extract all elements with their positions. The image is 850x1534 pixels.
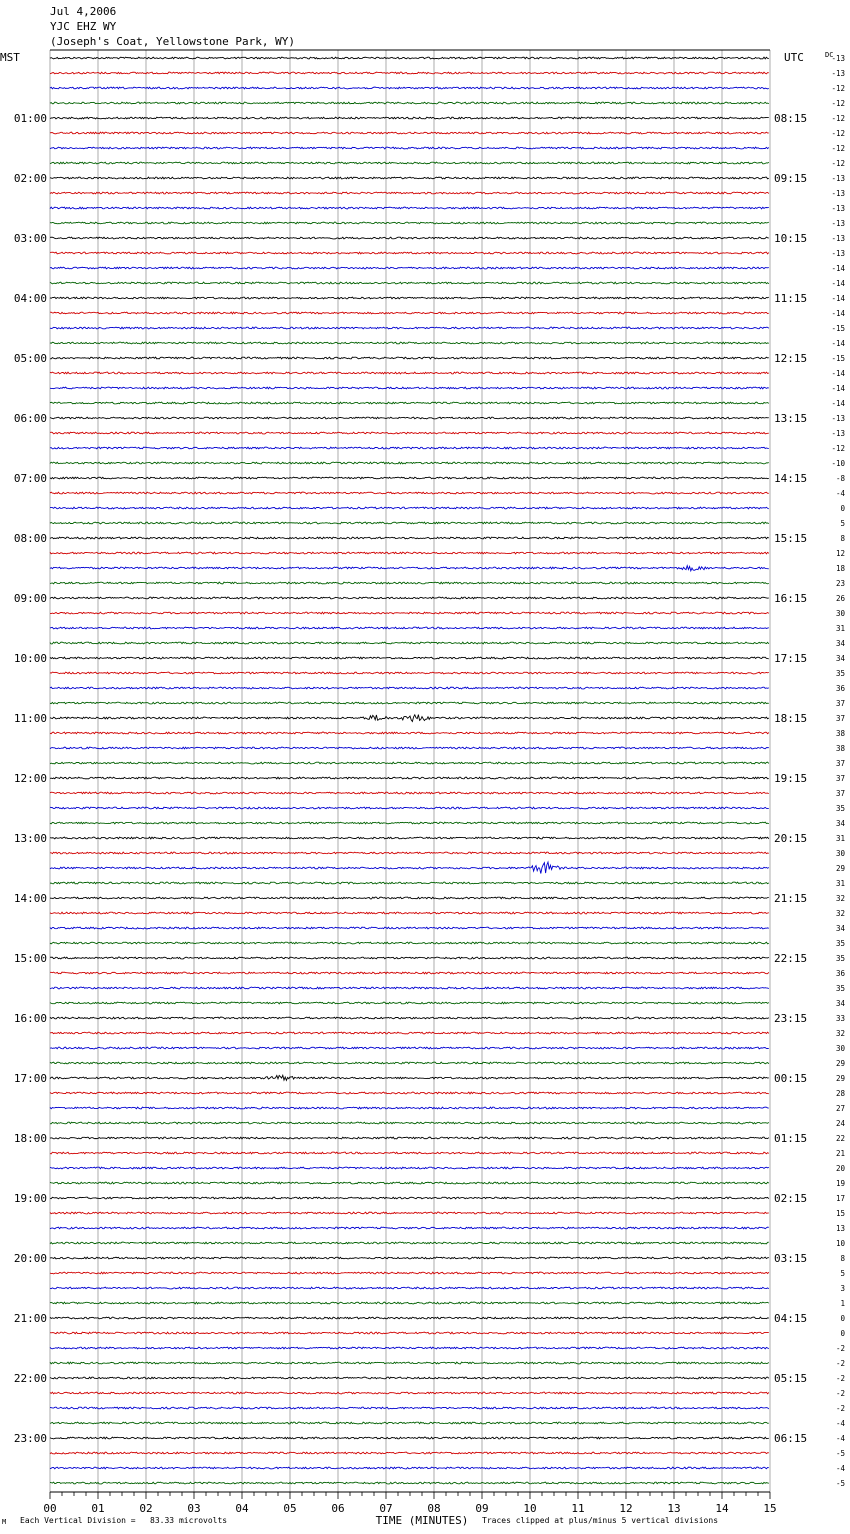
dc-offset-label: 37 <box>835 774 845 783</box>
seismic-trace <box>50 1062 769 1064</box>
seismic-trace <box>50 342 769 344</box>
seismic-trace <box>50 1032 769 1034</box>
dc-offset-label: 36 <box>835 684 845 693</box>
dc-offset-label: 10 <box>835 1239 845 1248</box>
dc-offset-label: -12 <box>831 444 845 453</box>
dc-offset-label: 36 <box>835 969 845 978</box>
utc-hour-label: 10:15 <box>774 232 808 245</box>
x-axis-title: TIME (MINUTES) <box>375 1514 469 1527</box>
dc-offset-label: 37 <box>835 714 845 723</box>
dc-offset-label: 34 <box>835 999 845 1008</box>
mst-hour-label: 23:00 <box>13 1432 47 1445</box>
dc-offset-label: -13 <box>831 414 845 423</box>
dc-offset-label: 37 <box>835 699 845 708</box>
x-tick-label: 04 <box>235 1502 249 1515</box>
dc-column-label: DC <box>825 51 834 59</box>
seismic-trace <box>50 687 769 689</box>
dc-offset-label: -4 <box>835 1419 845 1428</box>
seismic-trace <box>50 627 769 629</box>
dc-offset-label: 34 <box>835 639 845 648</box>
seismic-trace <box>50 672 769 674</box>
seismic-trace <box>50 957 769 959</box>
mst-hour-label: 06:00 <box>13 412 47 425</box>
seismic-trace <box>50 912 769 914</box>
dc-offset-label: 33 <box>835 1014 845 1023</box>
dc-offset-label: 28 <box>835 1089 845 1098</box>
utc-hour-label: 22:15 <box>774 952 808 965</box>
corner-mark: M <box>2 1518 7 1526</box>
seismic-trace <box>50 1152 769 1154</box>
station-code: YJC EHZ WY <box>50 20 117 33</box>
seismic-trace <box>50 537 769 539</box>
seismic-trace <box>50 507 769 509</box>
dc-offset-label: 34 <box>835 654 845 663</box>
x-tick-label: 11 <box>571 1502 585 1515</box>
seismic-trace <box>50 1227 769 1229</box>
utc-hour-label: 19:15 <box>774 772 808 785</box>
dc-offset-label: -13 <box>831 174 845 183</box>
seismic-trace <box>50 987 769 989</box>
dc-offset-label: 22 <box>835 1134 845 1143</box>
seismic-trace <box>50 372 769 374</box>
plot-date: Jul 4,2006 <box>50 5 117 18</box>
seismic-trace <box>50 612 769 614</box>
x-tick-label: 03 <box>187 1502 201 1515</box>
seismic-trace <box>50 597 769 599</box>
seismic-trace <box>50 1107 769 1109</box>
utc-hour-label: 12:15 <box>774 352 808 365</box>
seismic-trace <box>50 237 769 239</box>
dc-offset-label: -5 <box>835 1449 845 1458</box>
seismic-trace <box>50 582 769 584</box>
dc-offset-label: 32 <box>835 1029 845 1038</box>
dc-offset-label: 31 <box>835 834 845 843</box>
seismic-trace <box>50 972 769 974</box>
seismic-trace <box>50 102 769 104</box>
mst-hour-label: 22:00 <box>13 1372 47 1385</box>
seismic-trace <box>50 852 769 854</box>
dc-offset-label: 29 <box>835 1059 845 1068</box>
seismic-trace <box>50 357 769 359</box>
dc-offset-label: 27 <box>835 1104 845 1113</box>
seismic-trace <box>50 1302 769 1304</box>
dc-offset-label: -13 <box>831 234 845 243</box>
mst-hour-label: 20:00 <box>13 1252 47 1265</box>
x-tick-label: 05 <box>283 1502 297 1515</box>
dc-offset-label: 34 <box>835 819 845 828</box>
dc-offset-label: -14 <box>831 294 845 303</box>
seismic-trace <box>50 702 769 704</box>
utc-hour-label: 18:15 <box>774 712 808 725</box>
dc-offset-label: 12 <box>835 549 845 558</box>
dc-offset-label: -12 <box>831 144 845 153</box>
mst-hour-label: 11:00 <box>13 712 47 725</box>
seismic-trace <box>50 762 769 764</box>
seismic-trace <box>50 1467 769 1469</box>
dc-offset-label: 1 <box>840 1299 845 1308</box>
x-tick-label: 06 <box>331 1502 345 1515</box>
seismic-trace <box>50 1182 769 1184</box>
seismic-trace <box>50 267 769 269</box>
seismic-trace <box>50 642 769 644</box>
dc-offset-label: 30 <box>835 1044 845 1053</box>
seismic-trace <box>50 566 769 571</box>
utc-hour-label: 02:15 <box>774 1192 808 1205</box>
utc-hour-label: 14:15 <box>774 472 808 485</box>
dc-offset-label: 29 <box>835 864 845 873</box>
seismic-trace <box>50 1122 769 1124</box>
seismic-trace <box>50 862 769 873</box>
x-tick-label: 12 <box>619 1502 633 1515</box>
mst-hour-label: 15:00 <box>13 952 47 965</box>
seismic-trace <box>50 1212 769 1214</box>
seismic-trace <box>50 747 769 749</box>
dc-offset-label: 32 <box>835 909 845 918</box>
seismic-trace <box>50 477 769 479</box>
seismic-trace <box>50 1407 769 1409</box>
seismic-trace <box>50 1287 769 1289</box>
seismic-trace <box>50 1377 769 1379</box>
mst-hour-label: 21:00 <box>13 1312 47 1325</box>
seismic-trace <box>50 777 769 779</box>
seismic-trace <box>50 1482 769 1484</box>
seismic-trace <box>50 432 769 434</box>
seismic-trace <box>50 447 769 449</box>
dc-offset-label: -14 <box>831 309 845 318</box>
dc-offset-label: -5 <box>835 1479 845 1488</box>
seismic-trace <box>50 72 769 74</box>
mst-hour-label: 02:00 <box>13 172 47 185</box>
seismic-trace <box>50 192 769 194</box>
x-tick-label: 07 <box>379 1502 393 1515</box>
seismic-trace <box>50 657 769 659</box>
dc-offset-label: 20 <box>835 1164 845 1173</box>
x-tick-label: 00 <box>43 1502 57 1515</box>
dc-offset-label: -14 <box>831 339 845 348</box>
dc-offset-label: 0 <box>840 1329 845 1338</box>
mst-hour-label: 05:00 <box>13 352 47 365</box>
dc-offset-label: 8 <box>840 534 845 543</box>
dc-offset-label: 5 <box>840 519 845 528</box>
seismic-trace <box>50 132 769 134</box>
dc-offset-label: 8 <box>840 1254 845 1263</box>
utc-hour-label: 09:15 <box>774 172 808 185</box>
seismic-trace <box>50 1137 769 1139</box>
dc-offset-label: -15 <box>831 324 845 333</box>
mst-hour-label: 10:00 <box>13 652 47 665</box>
dc-offset-label: 18 <box>835 564 845 573</box>
seismic-trace <box>50 117 769 119</box>
dc-offset-label: -4 <box>835 489 845 498</box>
seismic-trace <box>50 882 769 884</box>
dc-offset-label: 31 <box>835 879 845 888</box>
seismic-trace <box>50 1392 769 1394</box>
seismic-trace <box>50 897 769 899</box>
seismic-trace <box>50 297 769 299</box>
dc-offset-label: -13 <box>831 69 845 78</box>
utc-hour-label: 00:15 <box>774 1072 808 1085</box>
utc-hour-label: 08:15 <box>774 112 808 125</box>
dc-offset-label: 37 <box>835 789 845 798</box>
scale-note: Each Vertical Division = 83.33 microvolts <box>20 1516 228 1525</box>
seismic-trace <box>50 1422 769 1424</box>
dc-offset-label: 35 <box>835 939 845 948</box>
dc-offset-label: 5 <box>840 1269 845 1278</box>
utc-hour-label: 23:15 <box>774 1012 808 1025</box>
utc-hour-label: 11:15 <box>774 292 808 305</box>
x-tick-label: 15 <box>763 1502 777 1515</box>
dc-offset-label: -10 <box>831 459 845 468</box>
mst-hour-label: 08:00 <box>13 532 47 545</box>
dc-offset-label: 26 <box>835 594 845 603</box>
dc-offset-label: 0 <box>840 1314 845 1323</box>
dc-offset-label: 38 <box>835 729 845 738</box>
seismic-trace <box>50 792 769 794</box>
utc-hour-label: 03:15 <box>774 1252 808 1265</box>
dc-offset-label: -2 <box>835 1404 845 1413</box>
dc-offset-label: -12 <box>831 114 845 123</box>
utc-hour-label: 15:15 <box>774 532 808 545</box>
seismic-trace <box>50 1272 769 1274</box>
x-tick-label: 10 <box>523 1502 537 1515</box>
seismic-trace <box>50 1452 769 1454</box>
mst-hour-label: 16:00 <box>13 1012 47 1025</box>
dc-offset-label: -15 <box>831 354 845 363</box>
dc-offset-label: -12 <box>831 99 845 108</box>
dc-offset-label: -2 <box>835 1344 845 1353</box>
utc-hour-label: 17:15 <box>774 652 808 665</box>
seismic-trace <box>50 837 769 839</box>
dc-offset-label: 29 <box>835 1074 845 1083</box>
dc-offset-label: -8 <box>835 474 845 483</box>
clip-note: Traces clipped at plus/minus 5 vertical divisions <box>482 1516 719 1525</box>
utc-hour-label: 21:15 <box>774 892 808 905</box>
seismic-trace <box>50 417 769 419</box>
dc-offset-label: 35 <box>835 984 845 993</box>
seismic-trace <box>50 1242 769 1244</box>
seismic-trace <box>50 807 769 809</box>
seismic-trace <box>50 312 769 314</box>
mst-hour-label: 01:00 <box>13 112 47 125</box>
seismic-trace <box>50 1257 769 1259</box>
dc-offset-label: -12 <box>831 129 845 138</box>
seismic-trace <box>50 87 769 89</box>
mst-zone-label: MST <box>0 51 20 64</box>
dc-offset-label: 38 <box>835 744 845 753</box>
utc-zone-label: UTC <box>784 51 804 64</box>
dc-offset-label: 0 <box>840 504 845 513</box>
dc-offset-label: -14 <box>831 264 845 273</box>
dc-offset-label: -14 <box>831 384 845 393</box>
dc-offset-label: 35 <box>835 669 845 678</box>
seismic-trace <box>50 1092 769 1094</box>
dc-offset-label: -14 <box>831 369 845 378</box>
seismic-trace <box>50 282 769 284</box>
dc-offset-label: -4 <box>835 1464 845 1473</box>
dc-offset-label: 35 <box>835 954 845 963</box>
dc-offset-label: 30 <box>835 849 845 858</box>
seismic-trace <box>50 927 769 929</box>
seismic-trace <box>50 1332 769 1334</box>
seismic-trace <box>50 57 769 59</box>
utc-hour-label: 04:15 <box>774 1312 808 1325</box>
seismic-trace <box>50 732 769 734</box>
seismic-trace <box>50 1047 769 1049</box>
dc-offset-label: 24 <box>835 1119 845 1128</box>
dc-offset-label: -12 <box>831 159 845 168</box>
dc-offset-label: 32 <box>835 894 845 903</box>
x-tick-label: 02 <box>139 1502 153 1515</box>
mst-hour-label: 12:00 <box>13 772 47 785</box>
dc-offset-label: -13 <box>831 54 845 63</box>
seismic-trace <box>50 1002 769 1004</box>
seismic-trace <box>50 222 769 224</box>
dc-offset-label: -13 <box>831 249 845 258</box>
seismic-trace <box>50 162 769 164</box>
seismic-trace <box>50 1362 769 1364</box>
dc-offset-label: 30 <box>835 609 845 618</box>
dc-offset-label: -2 <box>835 1389 845 1398</box>
dc-offset-label: -4 <box>835 1434 845 1443</box>
utc-hour-label: 05:15 <box>774 1372 808 1385</box>
dc-offset-label: 34 <box>835 924 845 933</box>
mst-hour-label: 03:00 <box>13 232 47 245</box>
dc-offset-label: 23 <box>835 579 845 588</box>
mst-hour-label: 14:00 <box>13 892 47 905</box>
dc-offset-label: 31 <box>835 624 845 633</box>
seismic-trace <box>50 715 769 722</box>
x-tick-label: 01 <box>91 1502 105 1515</box>
dc-offset-label: -13 <box>831 204 845 213</box>
utc-hour-label: 06:15 <box>774 1432 808 1445</box>
seismic-trace <box>50 1075 769 1080</box>
utc-hour-label: 16:15 <box>774 592 808 605</box>
dc-offset-label: 17 <box>835 1194 845 1203</box>
dc-offset-label: -14 <box>831 279 845 288</box>
dc-offset-label: -13 <box>831 219 845 228</box>
x-tick-label: 08 <box>427 1502 441 1515</box>
dc-offset-label: 19 <box>835 1179 845 1188</box>
utc-hour-label: 20:15 <box>774 832 808 845</box>
seismic-trace <box>50 207 769 209</box>
seismic-trace <box>50 492 769 494</box>
seismic-trace <box>50 552 769 554</box>
x-tick-label: 09 <box>475 1502 489 1515</box>
x-tick-label: 13 <box>667 1502 681 1515</box>
dc-offset-label: -14 <box>831 399 845 408</box>
seismic-trace <box>50 522 769 524</box>
seismic-trace <box>50 822 769 824</box>
seismic-trace <box>50 402 769 404</box>
utc-hour-label: 01:15 <box>774 1132 808 1145</box>
mst-hour-label: 19:00 <box>13 1192 47 1205</box>
dc-offset-label: -2 <box>835 1359 845 1368</box>
dc-offset-label: -13 <box>831 429 845 438</box>
mst-hour-label: 13:00 <box>13 832 47 845</box>
seismic-trace <box>50 327 769 329</box>
mst-hour-label: 09:00 <box>13 592 47 605</box>
dc-offset-label: -12 <box>831 84 845 93</box>
seismic-trace <box>50 462 769 464</box>
seismic-trace <box>50 1017 769 1019</box>
seismic-trace <box>50 252 769 254</box>
seismic-trace <box>50 1347 769 1349</box>
dc-offset-label: 15 <box>835 1209 845 1218</box>
seismic-trace <box>50 1167 769 1169</box>
dc-offset-label: 35 <box>835 804 845 813</box>
mst-hour-label: 17:00 <box>13 1072 47 1085</box>
dc-offset-label: -13 <box>831 189 845 198</box>
dc-offset-label: 3 <box>840 1284 845 1293</box>
dc-offset-label: 13 <box>835 1224 845 1233</box>
mst-hour-label: 18:00 <box>13 1132 47 1145</box>
dc-offset-label: 37 <box>835 759 845 768</box>
seismic-trace <box>50 147 769 149</box>
seismic-trace <box>50 1437 769 1439</box>
seismic-trace <box>50 1197 769 1199</box>
station-location: (Joseph's Coat, Yellowstone Park, WY) <box>50 35 296 48</box>
seismic-trace <box>50 177 769 179</box>
utc-hour-label: 13:15 <box>774 412 808 425</box>
seismic-trace <box>50 1317 769 1319</box>
mst-hour-label: 07:00 <box>13 472 47 485</box>
mst-hour-label: 04:00 <box>13 292 47 305</box>
x-tick-label: 14 <box>715 1502 729 1515</box>
dc-offset-label: 21 <box>835 1149 845 1158</box>
seismic-trace <box>50 387 769 389</box>
dc-offset-label: -2 <box>835 1374 845 1383</box>
seismic-trace <box>50 942 769 944</box>
